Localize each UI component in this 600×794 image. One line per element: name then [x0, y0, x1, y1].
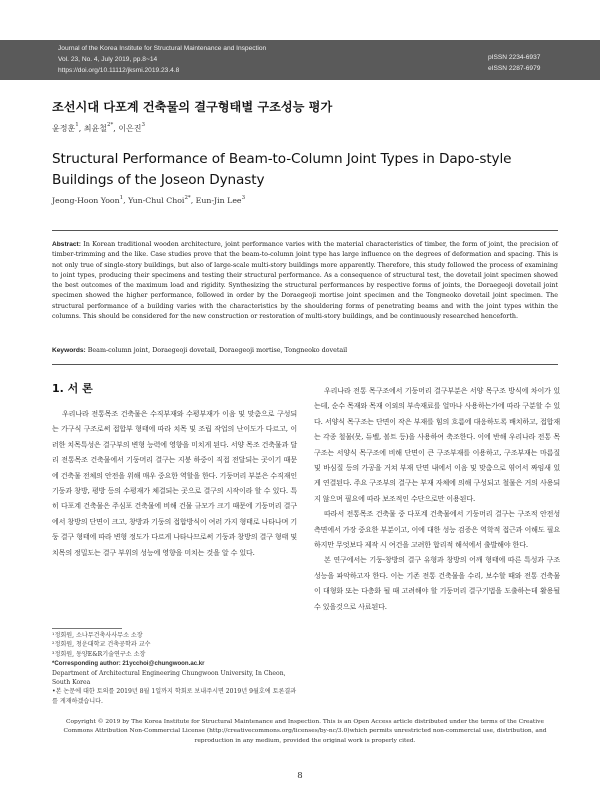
- footnote-rule: [52, 628, 122, 629]
- issn-info: [488, 53, 588, 74]
- author-kr-2: 최윤철: [83, 124, 107, 133]
- korean-title: 조선시대 다포계 건축물의 결구형태별 구조성능 평가: [52, 100, 333, 114]
- author-en-2-affil: 2*: [184, 195, 191, 201]
- author-kr-1: 윤정훈: [52, 124, 76, 133]
- author-en-3-affil: 3: [241, 195, 246, 201]
- body-paragraph: 우리나라 전통목조 건축물은 수직부재와 수평부재가 이음 및 맞춤으로 구성되는 가구식 구조로써 접합부 형태에 따라 치목 및 조립 작업의 난이도가 다르고, 이러한 치목특성은 결구부의 변형 능력에 영향을 미치게 된다. 서양 목조 건축물과 달리 전통목조 건축물에서 기둥머리 결구는 지붕 하중이 직접 전달되는 곳이기 때문에 건축물 전체의 안전을 위해 매우 중요한 역할을 한다. 기둥머리 부분은 수직재인 기둥과 창방, 평방 등의 수평재가 체결되는 곳으로 결구의 시작이라 할 수 있다. 특히 다포계 건축물은 주심포 건축물에 비해 건물 규모가 크기 때문에 기둥머리 결구에서 창방의 단면이 크고, 창방과 기둥의 접합방식이 여러 가지 형태로 나타나며 기둥 결구 형태에 따라 변형 정도가 다르게 나타나므로써 기둥과 창방의 결구 형태 및 치목의 정밀도는 결구 부위의 성능에 영향을 미치는 것을 알 수 있다.: [52, 409, 297, 557]
- journal-header-band: [0, 40, 600, 80]
- author-kr-3: 이은진: [118, 124, 142, 133]
- author-en-2: Yun-Chul Choi: [128, 196, 185, 205]
- footnote-department: Department of Architectural Engineering Chungwoon University, In Cheon, South Korea: [52, 669, 286, 687]
- journal-volume: Vol. 23, No. 4, July 2019, pp.8~14: [58, 56, 158, 63]
- footnote-corresponding-author: *Corresponding author: 21ycchoi@chungwoon.ac.kr: [52, 660, 205, 668]
- keywords-text: Beam-column joint, Doraegeoji dovetail, Doraegeoji mortise, Tongneoko dovetail: [87, 347, 348, 354]
- abstract-bottom-rule: [52, 364, 558, 365]
- author-kr-3-affil: 3: [141, 122, 145, 128]
- body-column-right: [314, 383, 560, 614]
- page-number: 8: [297, 771, 303, 781]
- journal-doi[interactable]: https://doi.org/10.11112/jksmi.2019.23.4.8: [58, 67, 180, 74]
- eissn: eISSN 2287-6979: [488, 64, 541, 72]
- author-kr-2-affil: 2*: [106, 122, 114, 128]
- keywords: [52, 346, 558, 356]
- footnote-affiliation-2: ²정회원, 청운대학교 건축공학과 교수: [52, 641, 151, 649]
- english-title: Structural Performance of Beam-to-Column Joint Types in Dapo-style Buildings of the Joseon Dynasty: [52, 151, 512, 188]
- footnotes: [52, 631, 297, 706]
- author-kr-1-affil: 1: [75, 122, 79, 128]
- keywords-label: Keywords:: [52, 347, 86, 354]
- footnote-affiliation-1: ¹정회원, 소나무건축사사무소 소장: [52, 632, 143, 639]
- body-paragraph: 따라서 전통목조 건축물 중 다포계 건축물에서 기둥머리 결구는 구조적 안전성 측면에서 가장 중요한 부분이고, 이에 대한 성능 검증은 역학적 접근과 이해도 필요하지만 무엇보다 제작 시 여건을 고려한 합리적 해석에서 출발해야 한다.: [314, 509, 560, 550]
- abstract-top-rule: [52, 230, 558, 231]
- copyright-notice: Copyright © 2019 by The Korea Institute for Structural Maintenance and Inspection. This is an Open Access article distributed under the terms of the Creative Commons Attribution Non-Commercial License (http://creativecommons.org/licenses/by-nc/3.0)which permits unrestricted non-commercial use, distribution, and reproduction in any medium, provided the original work is properly cited.: [63, 719, 547, 744]
- body-paragraph: 본 연구에서는 기둥-창방의 결구 유형과 창방의 어깨 형태에 따른 특성과 구조 성능을 파악하고자 한다. 이는 기존 전통 건축물을 수리, 보수할 때와 전통 건축물이 대형화 또는 다층화 될 때 고려해야 할 기둥머리 결구기법을 도출하는데 활용될 수 있을것으로 사료된다.: [314, 555, 560, 611]
- abstract-text: In Korean traditional wooden architecture, joint performance varies with the material characteristics of timber, the form of joint, the precision of timber-trimming and the like. Case studies prove that the beam-to-column joint type has large influence on the degrees of deformation and spacing. This is not only true of single-story buildings, but also of large-scale multi-story buildings more apparently. Therefore, this study followed the process of examining to joint types, producing their specimens and testing their structural performance. As a consequence of structural test, the dovetail joint specimen showed the best outcomes of the maximum load and rigidity. Synthesizing the structural performances by respective forms of joints, the Doraegeoji dovetail joint specimen showed the higher performance, followed in order by the Doraegeoji mortise joint specimen and the Tongneoko dovetail joint specimen. The structural performance of a building varies with the characteristics by the shouldering forms of penetrating beams and with the joint types within the columns. This should be considered for the new construction or restoration of multi-story buildings, and be continuously researched henceforth.: [52, 241, 558, 321]
- korean-authors: 윤정훈$^1$, 최윤철$^{2*}$, 이은진$^3$: [52, 122, 145, 133]
- body-paragraph: 우리나라 전통 목구조에서 기둥머리 결구부분은 서양 목구조 방식에 차이가 있는데, 순수 목재와 목재 이외의 부속재료를 얼마나 사용하는가에 따라 구분할 수 있다. 서양식 목구조는 단면이 작은 부재를 힘의 흐름에 대응하도록 배치하고, 접합재는 각종 철물(못, 듀벨, 볼트 등)을 사용하여 축조한다. 이에 반해 우리나라 전통 목구조는 서양식 목구조에 비해 단면이 큰 구조부재를 이용하고, 구조부재는 마름질 및 바심질 등의 가공을 거쳐 부재 단면 내에서 이음 및 맞춤으로 엮어서 짜임새 있게 연결된다. 주요 구조부의 결구는 부재 자체에 의해 구성되고 철물은 거의 사용되지 않으며 필요에 따라 보조적인 수단으로만 이용된다.: [314, 386, 560, 503]
- footnote-discussion-note: •본 논문에 대한 토의를 2019년 8월 1일까지 학회로 보내주시면 2019년 9월호에 토론결과를 게재하겠습니다.: [52, 688, 297, 705]
- section-heading-introduction: 1. 서 론: [52, 382, 93, 395]
- author-en-1: Jeong-Hoon Yoon: [52, 196, 120, 205]
- journal-info: [58, 43, 388, 76]
- abstract: [52, 240, 558, 322]
- author-en-3: Eun-Jin Lee: [195, 196, 242, 205]
- footnote-affiliation-3: ³정회원, 동양E&R기술연구소 소장: [52, 650, 146, 658]
- english-authors: Jeong-Hoon Yoon$^1$, Yun-Chul Choi$^{2*}$, Eun-Jin Lee$^3$: [52, 195, 246, 205]
- body-column-left: [52, 406, 297, 560]
- journal-name: Journal of the Korea Institute for Structural Maintenance and Inspection: [58, 45, 267, 52]
- pissn: pISSN 2234-6937: [488, 54, 541, 61]
- author-en-1-affil: 1: [119, 195, 124, 201]
- abstract-label: Abstract:: [52, 241, 81, 248]
